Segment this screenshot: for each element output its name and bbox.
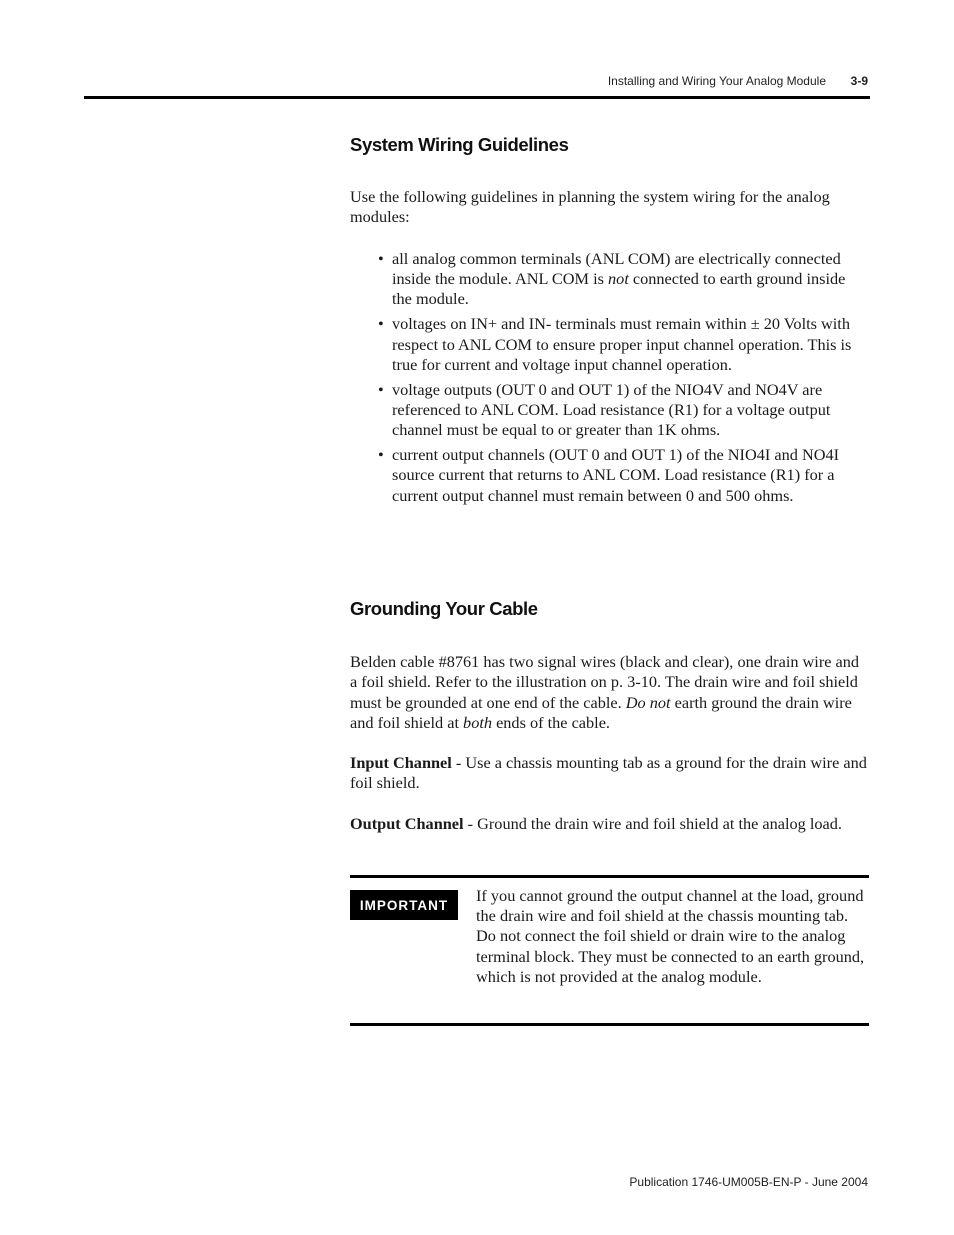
- text-run: Belden cable #8761 has two signal wires (black and clear), one drain wire and a foil shield. Refer to the illustration on p. 3-10. The drain wire and foil shield must be grounded at one end of the cable.: [350, 652, 860, 712]
- chapter-title: Installing and Wiring Your Analog Module: [607, 74, 826, 88]
- input-channel-paragraph: [350, 753, 868, 794]
- output-channel-label: Output Channel: [350, 814, 464, 833]
- important-notice: [350, 875, 869, 1026]
- emphasis: both: [463, 713, 492, 733]
- bullet-text: current output channels (OUT 0 and OUT 1) of the NIO4I and NO4I source current that returns to ANL COM. Load resistance (R1) for a current output channel must remain between 0 and 500 ohms.: [392, 445, 840, 505]
- list-item: [350, 445, 868, 506]
- body-paragraph: [350, 814, 868, 834]
- body-paragraph: [350, 753, 868, 794]
- bullet-text: voltages on IN+ and IN- terminals must remain within ± 20 Volts with respect to ANL COM to ensure proper input channel operation. This is true for current and voltage input channel operation.: [392, 314, 852, 374]
- grounding-paragraph: [350, 652, 868, 734]
- text-run: ends of the cable.: [492, 713, 610, 733]
- input-channel-label: Input Channel: [350, 753, 452, 772]
- list-item: [350, 314, 868, 375]
- list-item: [350, 249, 868, 310]
- section-grounding: [350, 598, 868, 620]
- emphasis: Do not: [625, 692, 671, 712]
- output-channel-paragraph: [350, 814, 868, 834]
- bullet-icon: •: [378, 379, 384, 399]
- text-run: - Use a chassis mounting tab as a ground for the drain wire and foil shield.: [350, 753, 867, 793]
- guidelines-list: [350, 249, 868, 511]
- bullet-icon: •: [378, 249, 384, 268]
- bullet-text: all analog common terminals (ANL COM) are electrically connected inside the module. ANL COM is: [392, 249, 841, 289]
- bullet-text: voltage outputs (OUT 0 and OUT 1) of the NIO4V and NO4V are referenced to ANL COM. Load resistance (R1) for a voltage output channel must be equal to or greater than 1K ohms.: [392, 379, 831, 440]
- system-wiring-intro: [350, 187, 868, 228]
- important-text: If you cannot ground the output channel at the load, ground the drain wire and foil shield at the chassis mounting tab. Do not connect the foil shield or drain wire to the analog terminal block. They must be connected to an earth ground, which is not provided at the analog module.: [476, 886, 865, 986]
- section-heading-grounding: Grounding Your Cable: [350, 598, 538, 619]
- publication-footer: Publication 1746-UM005B-EN-P - June 2004: [629, 1175, 868, 1189]
- emphasis: not: [608, 269, 629, 289]
- important-badge: IMPORTANT: [350, 890, 458, 920]
- bullet-text: connected to earth ground inside the module.: [392, 269, 846, 309]
- text-run: - Ground the drain wire and foil shield at the analog load.: [463, 814, 842, 833]
- bullet-icon: •: [378, 445, 384, 465]
- section-heading-system-wiring: System Wiring Guidelines: [350, 134, 569, 155]
- section-system-wiring: [350, 134, 868, 156]
- text-run: earth ground the drain wire and foil shield at: [350, 692, 852, 733]
- page-number: 3-9: [850, 74, 868, 88]
- bullet-icon: •: [378, 314, 384, 334]
- intro-paragraph: Use the following guidelines in planning the system wiring for the analog modules:: [350, 187, 830, 227]
- body-paragraph: [350, 652, 868, 734]
- header-rule: [84, 96, 870, 99]
- list-item: [350, 380, 868, 441]
